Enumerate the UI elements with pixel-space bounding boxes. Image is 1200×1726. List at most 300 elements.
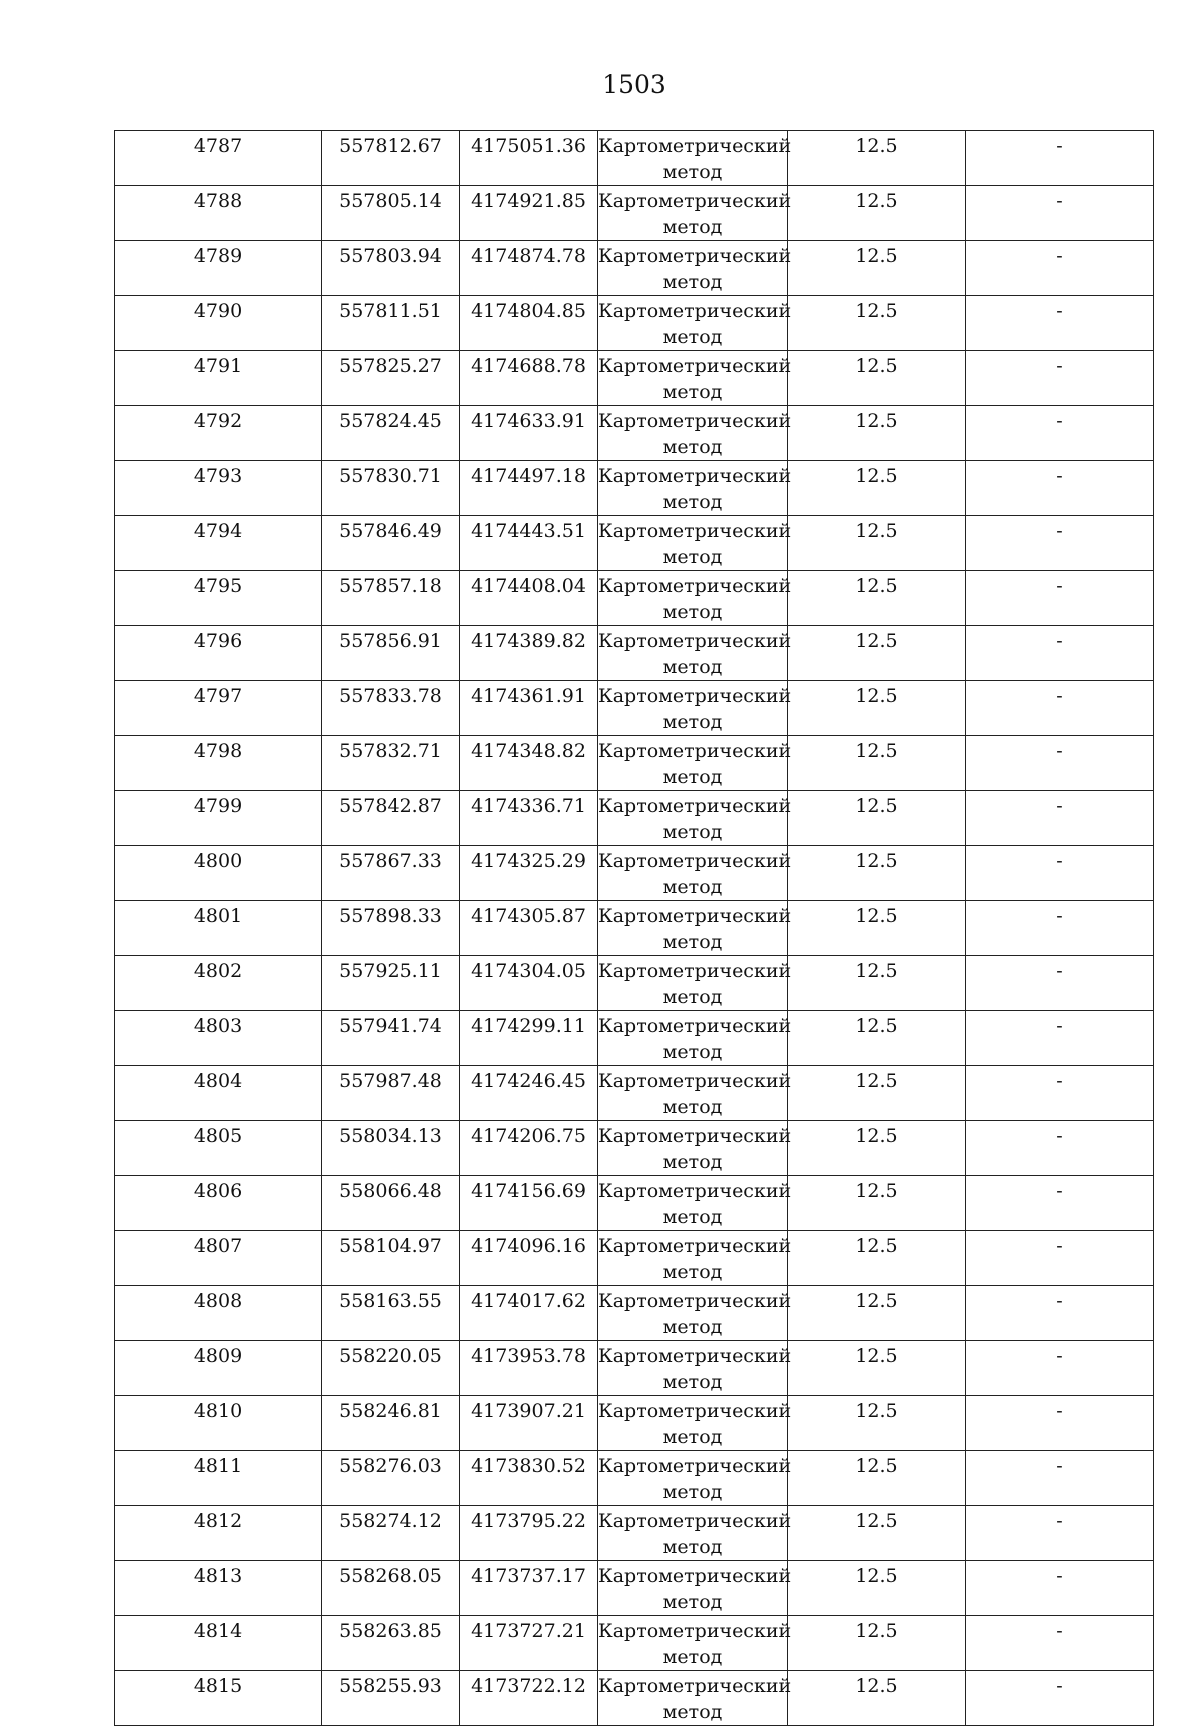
x-coordinate-cell bbox=[322, 1671, 460, 1726]
y-coordinate-cell bbox=[460, 736, 598, 791]
accuracy-cell-text: 12.5 bbox=[855, 1345, 898, 1367]
y-coordinate-cell bbox=[460, 186, 598, 241]
note-cell bbox=[966, 1561, 1154, 1616]
y-coordinate-cell bbox=[460, 241, 598, 296]
accuracy-cell bbox=[788, 241, 966, 296]
y-coordinate-cell bbox=[460, 956, 598, 1011]
method-cell-text: Картометрический метод bbox=[598, 135, 792, 183]
y-coordinate-cell-text: 4174206.75 bbox=[471, 1125, 586, 1147]
accuracy-cell bbox=[788, 461, 966, 516]
note-cell bbox=[966, 241, 1154, 296]
y-coordinate-cell-text: 4173722.12 bbox=[471, 1675, 586, 1697]
table-row bbox=[115, 131, 1154, 186]
x-coordinate-cell bbox=[322, 956, 460, 1011]
y-coordinate-cell-text: 4174096.16 bbox=[471, 1235, 586, 1257]
point-id-cell bbox=[115, 296, 322, 351]
point-id-cell bbox=[115, 406, 322, 461]
note-cell bbox=[966, 1066, 1154, 1121]
point-id-cell bbox=[115, 186, 322, 241]
method-cell-text: Картометрический метод bbox=[598, 960, 792, 1008]
method-cell bbox=[598, 1011, 792, 1066]
accuracy-cell bbox=[788, 846, 966, 901]
method-cell-text: Картометрический метод bbox=[598, 1070, 792, 1118]
accuracy-cell bbox=[788, 1396, 966, 1451]
y-coordinate-cell bbox=[460, 846, 598, 901]
accuracy-cell-text: 12.5 bbox=[855, 960, 898, 982]
x-coordinate-cell bbox=[322, 186, 460, 241]
x-coordinate-cell bbox=[322, 1341, 460, 1396]
point-id-cell bbox=[115, 461, 322, 516]
method-cell-text: Картометрический метод bbox=[598, 630, 792, 678]
note-cell-text: - bbox=[1056, 1070, 1063, 1092]
x-coordinate-cell-text: 557898.33 bbox=[339, 905, 442, 927]
accuracy-cell-text: 12.5 bbox=[855, 465, 898, 487]
method-cell-text: Картометрический метод bbox=[598, 1620, 792, 1668]
method-cell-text: Картометрический метод bbox=[598, 300, 792, 348]
note-cell-text: - bbox=[1056, 190, 1063, 212]
y-coordinate-cell-text: 4173737.17 bbox=[471, 1565, 586, 1587]
x-coordinate-cell bbox=[322, 1176, 460, 1231]
y-coordinate-cell bbox=[460, 1451, 598, 1506]
point-id-cell-text: 4799 bbox=[193, 795, 243, 817]
accuracy-cell-text: 12.5 bbox=[855, 1510, 898, 1532]
point-id-cell-text: 4815 bbox=[193, 1675, 243, 1697]
table-row bbox=[115, 1506, 1154, 1561]
point-id-cell-text: 4808 bbox=[193, 1290, 243, 1312]
table-row bbox=[115, 626, 1154, 681]
note-cell-text: - bbox=[1056, 1565, 1063, 1587]
y-coordinate-cell-text: 4174921.85 bbox=[471, 190, 586, 212]
x-coordinate-cell-text: 558255.93 bbox=[339, 1675, 442, 1697]
table-row bbox=[115, 1121, 1154, 1176]
accuracy-cell bbox=[788, 1506, 966, 1561]
x-coordinate-cell bbox=[322, 351, 460, 406]
table-row bbox=[115, 1011, 1154, 1066]
accuracy-cell-text: 12.5 bbox=[855, 1565, 898, 1587]
accuracy-cell bbox=[788, 1616, 966, 1671]
note-cell bbox=[966, 1231, 1154, 1286]
x-coordinate-cell-text: 557867.33 bbox=[339, 850, 442, 872]
table-row bbox=[115, 351, 1154, 406]
accuracy-cell bbox=[788, 516, 966, 571]
x-coordinate-cell bbox=[322, 131, 460, 186]
accuracy-cell bbox=[788, 956, 966, 1011]
note-cell-text: - bbox=[1056, 410, 1063, 432]
note-cell bbox=[966, 1451, 1154, 1506]
y-coordinate-cell bbox=[460, 1176, 598, 1231]
method-cell bbox=[598, 241, 792, 296]
note-cell bbox=[966, 131, 1154, 186]
note-cell-text: - bbox=[1056, 1510, 1063, 1532]
point-id-cell-text: 4814 bbox=[193, 1620, 243, 1642]
y-coordinate-cell bbox=[460, 1231, 598, 1286]
accuracy-cell-text: 12.5 bbox=[855, 1455, 898, 1477]
x-coordinate-cell bbox=[322, 406, 460, 461]
y-coordinate-cell-text: 4173830.52 bbox=[471, 1455, 586, 1477]
point-id-cell-text: 4788 bbox=[193, 190, 243, 212]
accuracy-cell bbox=[788, 1341, 966, 1396]
x-coordinate-cell-text: 557987.48 bbox=[339, 1070, 442, 1092]
method-cell bbox=[598, 1616, 792, 1671]
table-row bbox=[115, 846, 1154, 901]
x-coordinate-cell bbox=[322, 846, 460, 901]
accuracy-cell bbox=[788, 571, 966, 626]
point-id-cell bbox=[115, 1671, 322, 1726]
table-row bbox=[115, 461, 1154, 516]
method-cell-text: Картометрический метод bbox=[598, 1235, 792, 1283]
y-coordinate-cell bbox=[460, 406, 598, 461]
y-coordinate-cell-text: 4174156.69 bbox=[471, 1180, 586, 1202]
accuracy-cell-text: 12.5 bbox=[855, 520, 898, 542]
note-cell-text: - bbox=[1056, 300, 1063, 322]
note-cell bbox=[966, 1121, 1154, 1176]
y-coordinate-cell-text: 4175051.36 bbox=[471, 135, 586, 157]
table-row bbox=[115, 956, 1154, 1011]
x-coordinate-cell-text: 557824.45 bbox=[339, 410, 442, 432]
y-coordinate-cell-text: 4174389.82 bbox=[471, 630, 586, 652]
note-cell-text: - bbox=[1056, 1675, 1063, 1697]
accuracy-cell bbox=[788, 1561, 966, 1616]
accuracy-cell-text: 12.5 bbox=[855, 1125, 898, 1147]
point-id-cell bbox=[115, 1451, 322, 1506]
accuracy-cell-text: 12.5 bbox=[855, 190, 898, 212]
point-id-cell bbox=[115, 1286, 322, 1341]
accuracy-cell bbox=[788, 736, 966, 791]
y-coordinate-cell bbox=[460, 901, 598, 956]
accuracy-cell bbox=[788, 791, 966, 846]
y-coordinate-cell-text: 4174017.62 bbox=[471, 1290, 586, 1312]
method-cell-text: Картометрический метод bbox=[598, 1125, 792, 1173]
accuracy-cell-text: 12.5 bbox=[855, 245, 898, 267]
method-cell-text: Картометрический метод bbox=[598, 520, 792, 568]
note-cell bbox=[966, 736, 1154, 791]
point-id-cell-text: 4804 bbox=[193, 1070, 243, 1092]
accuracy-cell bbox=[788, 1066, 966, 1121]
accuracy-cell bbox=[788, 406, 966, 461]
note-cell-text: - bbox=[1056, 465, 1063, 487]
x-coordinate-cell bbox=[322, 1506, 460, 1561]
point-id-cell bbox=[115, 791, 322, 846]
method-cell bbox=[598, 351, 792, 406]
point-id-cell-text: 4812 bbox=[193, 1510, 243, 1532]
table-row bbox=[115, 791, 1154, 846]
accuracy-cell bbox=[788, 1231, 966, 1286]
method-cell-text: Картометрический метод bbox=[598, 465, 792, 513]
point-id-cell-text: 4811 bbox=[193, 1455, 243, 1477]
note-cell bbox=[966, 901, 1154, 956]
method-cell bbox=[598, 1671, 792, 1726]
accuracy-cell bbox=[788, 1451, 966, 1506]
point-id-cell bbox=[115, 1506, 322, 1561]
note-cell-text: - bbox=[1056, 795, 1063, 817]
accuracy-cell bbox=[788, 1671, 966, 1726]
method-cell-text: Картометрический метод bbox=[598, 355, 792, 403]
x-coordinate-cell bbox=[322, 1066, 460, 1121]
point-id-cell-text: 4810 bbox=[193, 1400, 243, 1422]
note-cell-text: - bbox=[1056, 960, 1063, 982]
y-coordinate-cell bbox=[460, 571, 598, 626]
point-id-cell-text: 4790 bbox=[193, 300, 243, 322]
note-cell bbox=[966, 846, 1154, 901]
accuracy-cell-text: 12.5 bbox=[855, 795, 898, 817]
table-row bbox=[115, 516, 1154, 571]
table-row bbox=[115, 296, 1154, 351]
point-id-cell-text: 4793 bbox=[193, 465, 243, 487]
point-id-cell-text: 4792 bbox=[193, 410, 243, 432]
method-cell-text: Картометрический метод bbox=[598, 685, 792, 733]
method-cell-text: Картометрический метод bbox=[598, 795, 792, 843]
point-id-cell bbox=[115, 131, 322, 186]
x-coordinate-cell-text: 558276.03 bbox=[339, 1455, 442, 1477]
point-id-cell-text: 4791 bbox=[193, 355, 243, 377]
x-coordinate-cell-text: 557832.71 bbox=[339, 740, 442, 762]
x-coordinate-cell-text: 558034.13 bbox=[339, 1125, 442, 1147]
point-id-cell-text: 4787 bbox=[193, 135, 243, 157]
method-cell bbox=[598, 681, 792, 736]
note-cell bbox=[966, 956, 1154, 1011]
x-coordinate-cell-text: 557805.14 bbox=[339, 190, 442, 212]
point-id-cell-text: 4801 bbox=[193, 905, 243, 927]
point-id-cell-text: 4796 bbox=[193, 630, 243, 652]
method-cell-text: Картометрический метод bbox=[598, 1565, 792, 1613]
note-cell-text: - bbox=[1056, 520, 1063, 542]
note-cell bbox=[966, 1176, 1154, 1231]
y-coordinate-cell-text: 4174348.82 bbox=[471, 740, 586, 762]
table-body bbox=[115, 131, 1154, 1726]
note-cell bbox=[966, 1286, 1154, 1341]
note-cell bbox=[966, 516, 1154, 571]
accuracy-cell-text: 12.5 bbox=[855, 575, 898, 597]
method-cell bbox=[598, 1451, 792, 1506]
method-cell bbox=[598, 626, 792, 681]
note-cell bbox=[966, 186, 1154, 241]
x-coordinate-cell bbox=[322, 1616, 460, 1671]
accuracy-cell-text: 12.5 bbox=[855, 355, 898, 377]
y-coordinate-cell bbox=[460, 1286, 598, 1341]
x-coordinate-cell bbox=[322, 1451, 460, 1506]
note-cell-text: - bbox=[1056, 1015, 1063, 1037]
y-coordinate-cell-text: 4174246.45 bbox=[471, 1070, 586, 1092]
y-coordinate-cell-text: 4173953.78 bbox=[471, 1345, 586, 1367]
point-id-cell bbox=[115, 1396, 322, 1451]
y-coordinate-cell-text: 4173727.21 bbox=[471, 1620, 586, 1642]
accuracy-cell-text: 12.5 bbox=[855, 905, 898, 927]
method-cell bbox=[598, 1396, 792, 1451]
point-id-cell bbox=[115, 1341, 322, 1396]
y-coordinate-cell bbox=[460, 1341, 598, 1396]
note-cell bbox=[966, 1671, 1154, 1726]
note-cell bbox=[966, 1396, 1154, 1451]
note-cell-text: - bbox=[1056, 355, 1063, 377]
x-coordinate-cell-text: 557925.11 bbox=[339, 960, 442, 982]
accuracy-cell bbox=[788, 131, 966, 186]
method-cell-text: Картометрический метод bbox=[598, 190, 792, 238]
note-cell-text: - bbox=[1056, 1290, 1063, 1312]
method-cell bbox=[598, 956, 792, 1011]
x-coordinate-cell bbox=[322, 571, 460, 626]
note-cell bbox=[966, 461, 1154, 516]
x-coordinate-cell-text: 557830.71 bbox=[339, 465, 442, 487]
table-row bbox=[115, 901, 1154, 956]
y-coordinate-cell bbox=[460, 1121, 598, 1176]
accuracy-cell bbox=[788, 1011, 966, 1066]
y-coordinate-cell-text: 4174304.05 bbox=[471, 960, 586, 982]
y-coordinate-cell bbox=[460, 461, 598, 516]
point-id-cell-text: 4813 bbox=[193, 1565, 243, 1587]
y-coordinate-cell bbox=[460, 131, 598, 186]
point-id-cell bbox=[115, 681, 322, 736]
point-id-cell bbox=[115, 1066, 322, 1121]
x-coordinate-cell bbox=[322, 461, 460, 516]
table-row bbox=[115, 571, 1154, 626]
method-cell-text: Картометрический метод bbox=[598, 245, 792, 293]
y-coordinate-cell-text: 4174633.91 bbox=[471, 410, 586, 432]
method-cell-text: Картометрический метод bbox=[598, 905, 792, 953]
table-row bbox=[115, 1341, 1154, 1396]
x-coordinate-cell-text: 557812.67 bbox=[339, 135, 442, 157]
table-row bbox=[115, 1176, 1154, 1231]
method-cell bbox=[598, 1561, 792, 1616]
method-cell-text: Картометрический метод bbox=[598, 1510, 792, 1558]
point-id-cell bbox=[115, 571, 322, 626]
point-id-cell-text: 4805 bbox=[193, 1125, 243, 1147]
x-coordinate-cell bbox=[322, 681, 460, 736]
x-coordinate-cell bbox=[322, 516, 460, 571]
x-coordinate-cell bbox=[322, 1121, 460, 1176]
table-row bbox=[115, 406, 1154, 461]
note-cell-text: - bbox=[1056, 1345, 1063, 1367]
accuracy-cell-text: 12.5 bbox=[855, 135, 898, 157]
x-coordinate-cell bbox=[322, 1396, 460, 1451]
note-cell-text: - bbox=[1056, 905, 1063, 927]
method-cell-text: Картометрический метод bbox=[598, 575, 792, 623]
y-coordinate-cell bbox=[460, 1011, 598, 1066]
point-id-cell bbox=[115, 516, 322, 571]
point-id-cell bbox=[115, 626, 322, 681]
table-row bbox=[115, 681, 1154, 736]
accuracy-cell-text: 12.5 bbox=[855, 1620, 898, 1642]
note-cell bbox=[966, 1011, 1154, 1066]
table-row bbox=[115, 186, 1154, 241]
x-coordinate-cell-text: 557941.74 bbox=[339, 1015, 442, 1037]
y-coordinate-cell bbox=[460, 1066, 598, 1121]
x-coordinate-cell bbox=[322, 901, 460, 956]
point-id-cell-text: 4802 bbox=[193, 960, 243, 982]
point-id-cell bbox=[115, 1121, 322, 1176]
method-cell bbox=[598, 1286, 792, 1341]
y-coordinate-cell bbox=[460, 1616, 598, 1671]
note-cell-text: - bbox=[1056, 850, 1063, 872]
y-coordinate-cell bbox=[460, 1396, 598, 1451]
y-coordinate-cell-text: 4174325.29 bbox=[471, 850, 586, 872]
note-cell-text: - bbox=[1056, 685, 1063, 707]
method-cell-text: Картометрический метод bbox=[598, 1455, 792, 1503]
note-cell-text: - bbox=[1056, 1125, 1063, 1147]
accuracy-cell bbox=[788, 351, 966, 406]
x-coordinate-cell bbox=[322, 626, 460, 681]
y-coordinate-cell-text: 4174408.04 bbox=[471, 575, 586, 597]
x-coordinate-cell bbox=[322, 1561, 460, 1616]
accuracy-cell-text: 12.5 bbox=[855, 1180, 898, 1202]
method-cell bbox=[598, 1121, 792, 1176]
method-cell-text: Картометрический метод bbox=[598, 1015, 792, 1063]
note-cell bbox=[966, 351, 1154, 406]
y-coordinate-cell-text: 4174443.51 bbox=[471, 520, 586, 542]
method-cell bbox=[598, 1506, 792, 1561]
point-id-cell-text: 4797 bbox=[193, 685, 243, 707]
note-cell bbox=[966, 1506, 1154, 1561]
note-cell-text: - bbox=[1056, 1180, 1063, 1202]
y-coordinate-cell bbox=[460, 351, 598, 406]
x-coordinate-cell-text: 558263.85 bbox=[339, 1620, 442, 1642]
point-id-cell bbox=[115, 1561, 322, 1616]
table-row bbox=[115, 1066, 1154, 1121]
accuracy-cell-text: 12.5 bbox=[855, 1290, 898, 1312]
point-id-cell bbox=[115, 846, 322, 901]
x-coordinate-cell-text: 558066.48 bbox=[339, 1180, 442, 1202]
y-coordinate-cell-text: 4174299.11 bbox=[471, 1015, 586, 1037]
point-id-cell bbox=[115, 241, 322, 296]
method-cell bbox=[598, 571, 792, 626]
accuracy-cell bbox=[788, 681, 966, 736]
method-cell bbox=[598, 461, 792, 516]
x-coordinate-cell bbox=[322, 736, 460, 791]
table-row bbox=[115, 1561, 1154, 1616]
accuracy-cell bbox=[788, 1176, 966, 1231]
x-coordinate-cell-text: 558268.05 bbox=[339, 1565, 442, 1587]
y-coordinate-cell-text: 4174804.85 bbox=[471, 300, 586, 322]
accuracy-cell bbox=[788, 1286, 966, 1341]
x-coordinate-cell-text: 558104.97 bbox=[339, 1235, 442, 1257]
accuracy-cell-text: 12.5 bbox=[855, 740, 898, 762]
accuracy-cell-text: 12.5 bbox=[855, 1070, 898, 1092]
point-id-cell-text: 4795 bbox=[193, 575, 243, 597]
method-cell bbox=[598, 791, 792, 846]
table-row bbox=[115, 1671, 1154, 1726]
y-coordinate-cell bbox=[460, 296, 598, 351]
y-coordinate-cell-text: 4173907.21 bbox=[471, 1400, 586, 1422]
note-cell bbox=[966, 296, 1154, 351]
y-coordinate-cell-text: 4174336.71 bbox=[471, 795, 586, 817]
note-cell-text: - bbox=[1056, 630, 1063, 652]
accuracy-cell-text: 12.5 bbox=[855, 1400, 898, 1422]
accuracy-cell-text: 12.5 bbox=[855, 1235, 898, 1257]
y-coordinate-cell-text: 4174361.91 bbox=[471, 685, 586, 707]
y-coordinate-cell bbox=[460, 681, 598, 736]
accuracy-cell bbox=[788, 186, 966, 241]
page-number: 1503 bbox=[602, 70, 666, 99]
x-coordinate-cell-text: 557857.18 bbox=[339, 575, 442, 597]
point-id-cell bbox=[115, 901, 322, 956]
x-coordinate-cell-text: 557803.94 bbox=[339, 245, 442, 267]
method-cell-text: Картометрический метод bbox=[598, 410, 792, 458]
table-row bbox=[115, 1451, 1154, 1506]
point-id-cell bbox=[115, 956, 322, 1011]
point-id-cell-text: 4789 bbox=[193, 245, 243, 267]
point-id-cell bbox=[115, 1616, 322, 1671]
x-coordinate-cell-text: 557846.49 bbox=[339, 520, 442, 542]
y-coordinate-cell-text: 4173795.22 bbox=[471, 1510, 586, 1532]
point-id-cell-text: 4807 bbox=[193, 1235, 243, 1257]
note-cell-text: - bbox=[1056, 575, 1063, 597]
accuracy-cell-text: 12.5 bbox=[855, 300, 898, 322]
table-row bbox=[115, 1231, 1154, 1286]
note-cell-text: - bbox=[1056, 1620, 1063, 1642]
note-cell bbox=[966, 681, 1154, 736]
method-cell bbox=[598, 296, 792, 351]
method-cell bbox=[598, 516, 792, 571]
accuracy-cell bbox=[788, 626, 966, 681]
